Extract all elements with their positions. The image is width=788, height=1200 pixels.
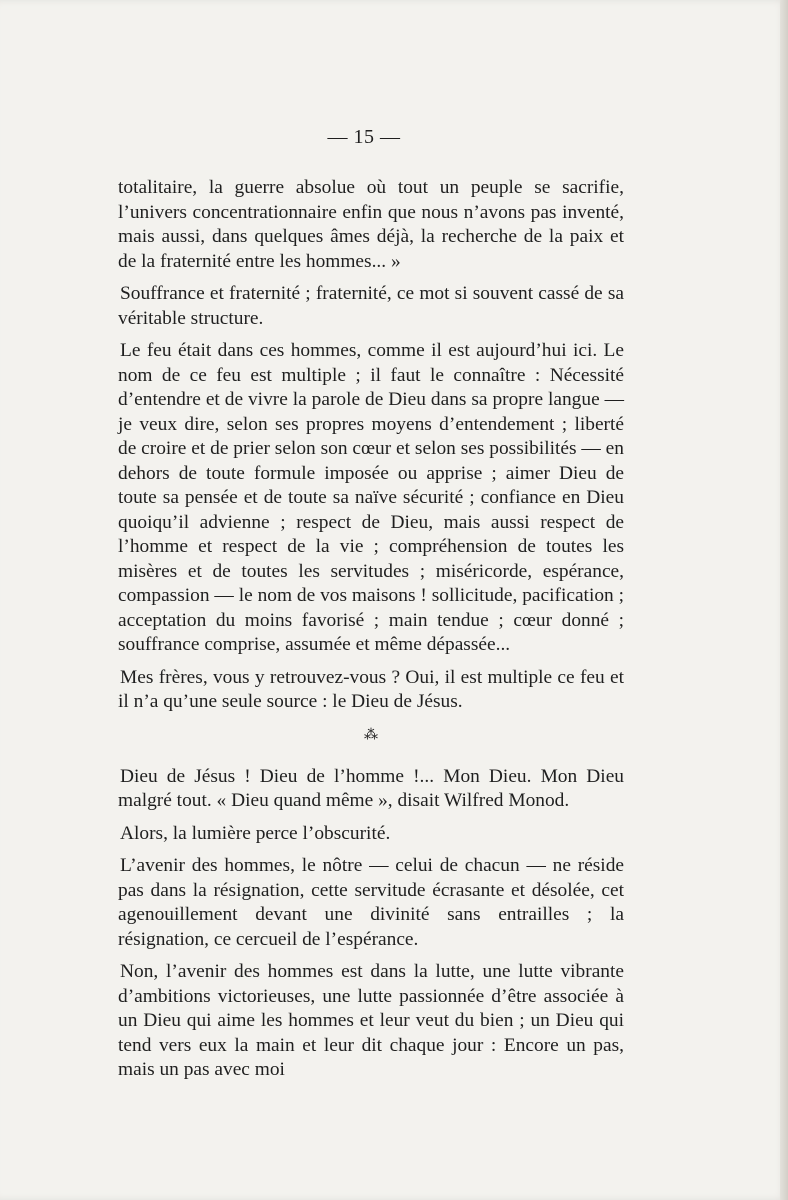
paragraph: Dieu de Jésus ! Dieu de l’homme !... Mon Dieu. Mon Dieu malgré tout. « Dieu quand même », disait Wilfred Monod.: [118, 765, 624, 811]
paragraph: L’avenir des hommes, le nôtre — celui de chacun — ne réside pas dans la résignation, cette servitude écrasante et désolée, cet agenouillement devant une divinité sans entrailles ; la résignation, ce cercueil de l’espérance.: [118, 855, 624, 950]
paragraph: totalitaire, la guerre absolue où tout un peuple se sacrifie, l’univers concentrationnaire enfin que nous n’avons pas inventé, mais aussi, dans quelques âmes déjà, la recherche de la paix et de la fraternité entre les hommes... »: [118, 177, 624, 272]
paragraph: Non, l’avenir des hommes est dans la lutte, une lutte vibrante d’ambitions victorieuses, une lutte passionnée d’être associée à un Dieu qui aime les hommes et leur veut du bien ; un Dieu qui tend vers eux la main et leur dit chaque jour : Encore un pas, mais un pas avec moi: [118, 961, 624, 1080]
paragraph: Le feu était dans ces hommes, comme il est aujourd’hui ici. Le nom de ce feu est multiple ; il faut le connaître : Nécessité d’entendre et de vivre la parole de Dieu dans sa propre langue — je veux dire, selon ses propres moyens d’entendement ; liberté de croire et de prier selon son cœur et selon ses possibilités — en dehors de toute formule imposée ou apprise ; aimer Dieu de toute sa pensée et de toute sa naïve sécurité ; confiance en Dieu quoiqu’il advienne ; respect de Dieu, mais aussi respect de l’homme et respect de la vie ; compréhension de toutes les misères et de toutes les servitudes ; miséricorde, espérance, compassion — le nom de vos maisons ! sollicitude, pacification ; acceptation du moins favorisé ; main tendue ; cœur donné ; souffrance comprise, assumée et même dépassée...: [118, 340, 624, 655]
paragraph: Alors, la lumière perce l’obscurité.: [120, 822, 391, 844]
paragraph: Mes frères, vous y retrouvez-vous ? Oui, il est multiple ce feu et il n’a qu’une seule source : le Dieu de Jésus.: [118, 666, 624, 712]
page-edge-shadow: [780, 0, 788, 1200]
section-separator-asterism: ⁂: [364, 727, 378, 743]
page-body: [118, 176, 624, 1083]
paragraph: Souffrance et fraternité ; fraternité, ce mot si souvent cassé de sa véritable structure.: [118, 283, 624, 329]
page-number: — 15 —: [327, 126, 401, 148]
